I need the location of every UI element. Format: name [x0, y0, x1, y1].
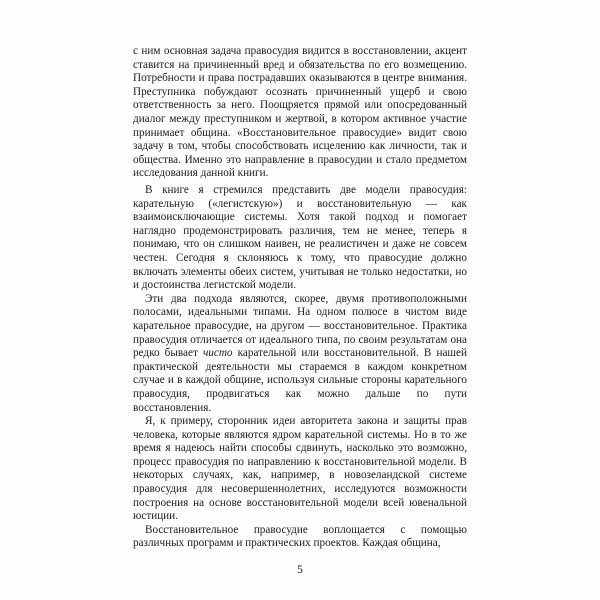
- page-number: 5: [297, 564, 303, 576]
- paragraph-two-models: В книге я стремился представить две модели правосудия: карательную («легистскую») и восстановительную — как взаимоисключающие системы. Хотя такой подход и помогает наглядно продемонстрировать различия, тем не менее, теперь я понимаю, что он слишком наивен, не реалистичен и даже не совсем честен. Сегодня я склоняюсь к тому, что правосудие должно включать элементы обеих систем, учитывая не только недостатки, но и достоинства легистской модели.: [133, 184, 467, 292]
- paragraph-ideal-types-emphasis: чисто: [202, 347, 233, 360]
- text-section-main: [133, 184, 467, 551]
- paragraph-programs: Восстановительное правосудие воплощается с помощью различных программ и практических проектов. Каждая община,: [133, 523, 467, 550]
- paragraph-ideal-types-before: Эти два подхода являются, скорее, двумя противоположными полосами, идеальными типами. На одном полюсе в чистом виде карательное правосудие, на другом — восстановительное. Практика правосудия отличается от идеального типа, по своим результатам она редко бывает: [133, 292, 467, 360]
- paragraph-law-authority: Я, к примеру, сторонник идеи авторитета закона и защиты прав человека, которые являются ядром карательной системы. Но в то же время я надеюсь найти способы сдвинуть, насколько это возможно, процесс правосудия по направлению к восстановительной модели. В некоторых случаях, как, например, в новозеландской системе правосудия для несовершеннолетних, исследуются возможности построения на основе восстановительной модели всей ювенальной юстиции.: [133, 415, 467, 523]
- paragraph-ideal-types-after: карательной или восстановительной. В нашей практической деятельности мы стараемся в каждом конкретном случае и в каждой общине, используя сильные стороны карательного правосудия, продвигаться как можно дальше по пути восстановления.: [133, 347, 467, 414]
- paragraph-continuation: с ним основная задача правосудия видится в восстановлении, акцент ставится на причиненный вред и обязательства по его возмещению. Потребности и права пострадавших оказываются в центре внимания. Преступника побуждают осознать причиненный ущерб и свою ответственность за него. Поощряется прямой или опосредованный диалог между преступником и жертвой, в котором активное участие принимает община. «Восстановительное правосудие» видит свою задачу в том, чтобы способствовать исцелению как личности, так и общества. Именно это направление в правосудии и стало предметом исследования данной книги.: [133, 45, 467, 180]
- paragraph-ideal-types: [133, 293, 467, 415]
- text-section-intro: [133, 45, 467, 181]
